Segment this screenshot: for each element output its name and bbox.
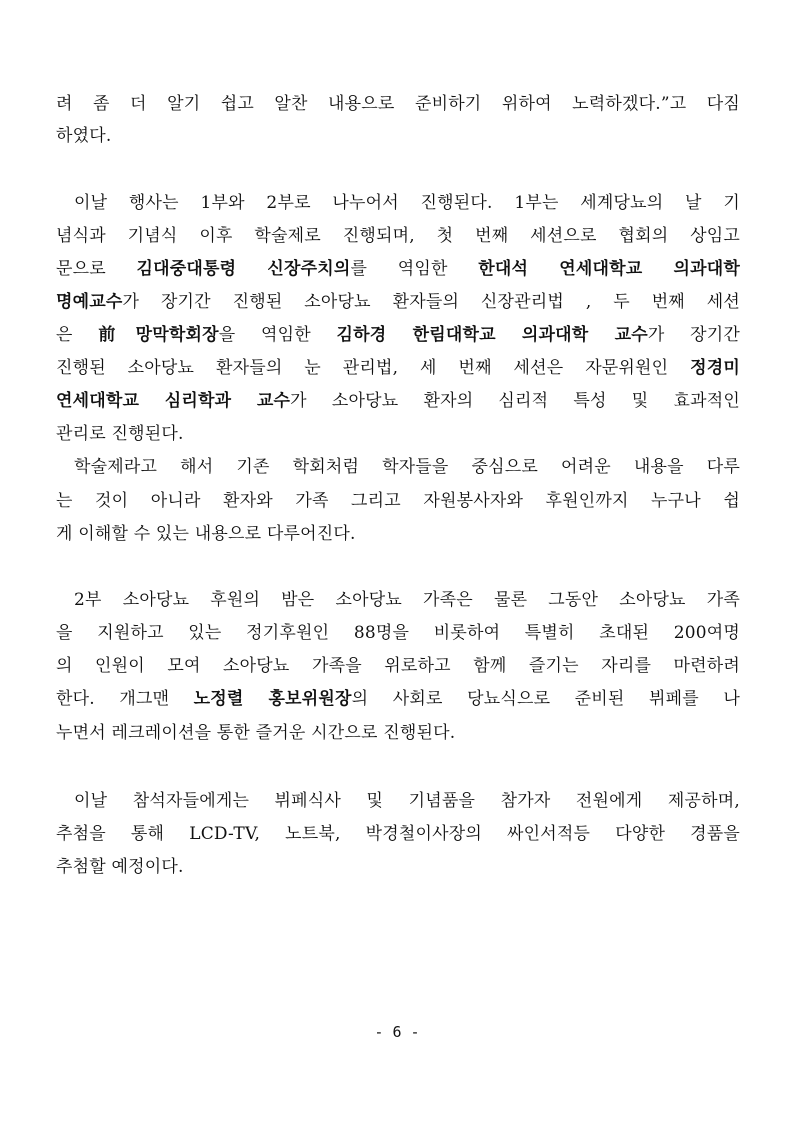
paragraph-1-line-1: 려 좀 더 알기 쉽고 알찬 내용으로 준비하기 위하여 노력하겠다.”고 다짐 — [56, 94, 740, 114]
text-segment: 를 역임한 — [350, 259, 479, 279]
paragraph-2-line-3 — [56, 254, 740, 284]
text-segment: 가 장기간 — [647, 325, 740, 345]
paragraph-4-line-5: 누면서 레크레이션을 통한 즐거운 시간으로 진행된다. — [56, 723, 456, 743]
paragraph-2-line-4 — [56, 287, 740, 317]
bold-name: 정경미 — [690, 358, 740, 378]
text-segment: 의 사회로 당뇨식으로 준비된 뷔페를 나 — [351, 689, 740, 709]
text-segment: 을 역임한 — [218, 325, 337, 345]
bold-name: 前망막학회장 — [98, 325, 219, 345]
text-segment: 문으로 — [56, 259, 137, 279]
paragraph-3-line-1: 학술제라고 해서 기존 학회처럼 학자들을 중심으로 어려운 내용을 다루 — [74, 457, 740, 477]
paragraph-4-line-4 — [56, 684, 740, 714]
text-segment: 가 소아당뇨 환자의 심리적 특성 및 효과적인 — [290, 391, 740, 411]
bold-name: 명예교수 — [56, 292, 123, 312]
paragraph-5-line-3: 추첨할 예정이다. — [56, 857, 184, 877]
paragraph-3-line-3: 게 이해할 수 있는 내용으로 다루어진다. — [56, 524, 356, 544]
paragraph-4-line-1: 2부 소아당뇨 후원의 밤은 소아당뇨 가족은 물론 그동안 소아당뇨 가족 — [74, 590, 740, 610]
text-segment: 진행된 소아당뇨 환자들의 눈 관리법, 세 번째 세션은 자문위원인 — [56, 358, 691, 378]
paragraph-5-line-2: 추첨을 통해 LCD-TV, 노트북, 박경철이사장의 싸인서적등 다양한 경품을 — [56, 824, 740, 844]
bold-name: 연세대학교 심리학과 교수 — [56, 391, 291, 411]
bold-name: 김대중대통령 신장주치의 — [136, 259, 351, 279]
paragraph-1-line-2: 하였다. — [56, 126, 112, 146]
text-segment: 한다. 개그맨 — [56, 689, 194, 709]
bold-name: 김하경 한림대학교 의과대학 교수 — [336, 325, 648, 345]
paragraph-2-line-7 — [56, 386, 740, 416]
page-number: - 6 - — [374, 1023, 420, 1041]
paragraph-5-line-1: 이날 참석자들에게는 뷔페식사 및 기념품을 참가자 전원에게 제공하며, — [74, 791, 740, 811]
paragraph-2-line-8: 관리로 진행된다. — [56, 424, 184, 444]
paragraph-4-line-3: 의 인원이 모여 소아당뇨 가족을 위로하고 함께 즐기는 자리를 마련하려 — [56, 656, 740, 676]
paragraph-3-line-2: 는 것이 아니라 환자와 가족 그리고 자원봉사자와 후원인까지 누구나 쉽 — [56, 491, 740, 511]
paragraph-4-line-2: 을 지원하고 있는 정기후원인 88명을 비롯하여 특별히 초대된 200여명 — [56, 623, 740, 643]
paragraph-2-line-6 — [56, 353, 740, 383]
bold-name: 노정렬 홍보위원장 — [193, 689, 352, 709]
text-segment: 가 장기간 진행된 소아당뇨 환자들의 신장관리법 , 두 번째 세션 — [122, 292, 740, 312]
paragraph-2-line-1: 이날 행사는 1부와 2부로 나누어서 진행된다. 1부는 세계당뇨의 날 기 — [74, 193, 740, 213]
bold-name: 한대석 연세대학교 의과대학 — [478, 259, 740, 279]
text-segment: 은 — [56, 325, 99, 345]
paragraph-2-line-5 — [56, 320, 740, 350]
paragraph-2-line-2: 념식과 기념식 이후 학술제로 진행되며, 첫 번째 세션으로 협회의 상임고 — [56, 226, 740, 246]
